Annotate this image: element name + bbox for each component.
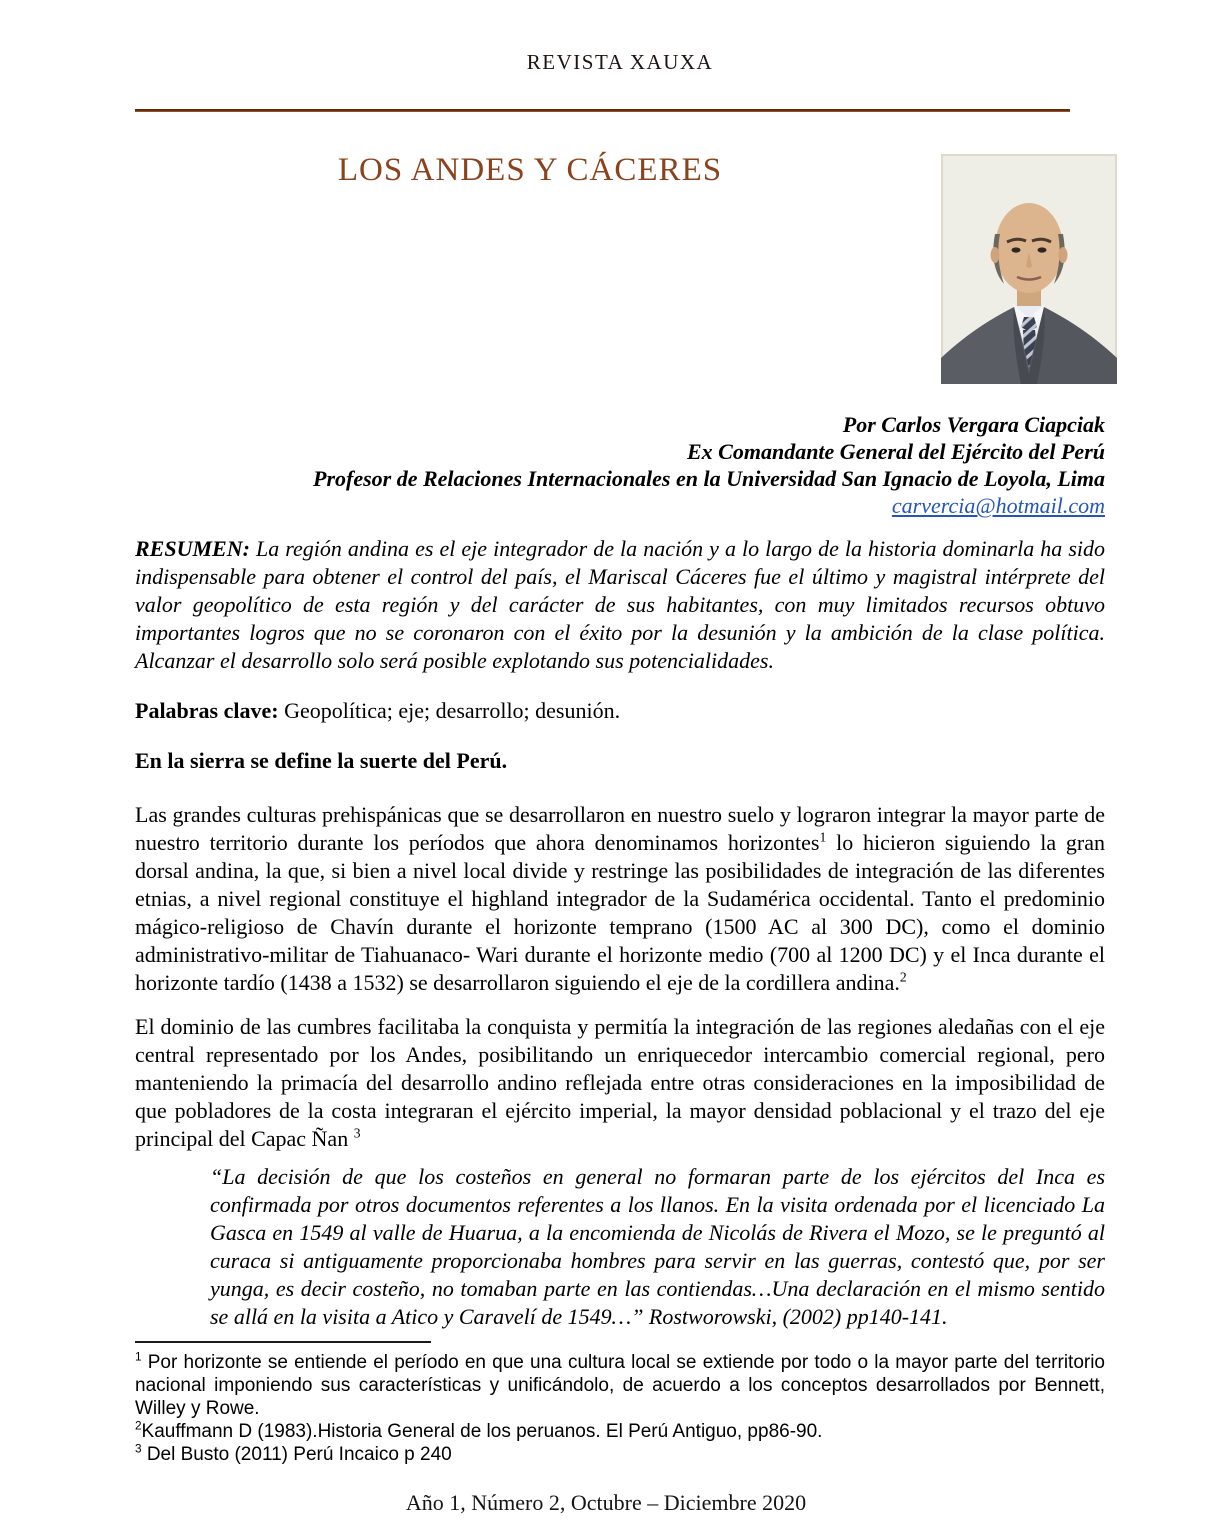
paragraph-2 xyxy=(135,1013,1105,1153)
abstract-text: La región andina es el eje integrador de la nación y a lo largo de la historia dominarla ha sido indispensable para obtener el control del país, el Mariscal Cáceres fue el último y magistral intérprete del valor geopolítico de esta región y del carácter de sus habitantes, con muy limitados recursos obtuvo importantes logros que no se coronaron con el éxito por la desunión y la ambición de la clase política. Alcanzar el desarrollo solo será posible explotando sus potencialidades. xyxy=(135,536,1105,673)
paragraph-2-text: El dominio de las cumbres facilitaba la conquista y permitía la integración de las regiones aledañas con el eje central representado por los Andes, posibilitando un enriquecedor intercambio comercial regional, pero manteniendo la primacía del desarrollo andino reflejada entre otras consideraciones en la imposibilidad de que pobladores de la costa integraran el ejército imperial, la mayor densidad poblacional y el trazo del eje principal del Capac Ñan xyxy=(135,1014,1105,1151)
paragraph-1-text-a: Las grandes culturas prehispánicas que se desarrollaron en nuestro suelo y lograron integrar la mayor parte de nuestro territorio durante los períodos que ahora denominamos horizontes xyxy=(135,802,1105,855)
author-role-1: Ex Comandante General del Ejército del Perú xyxy=(687,439,1105,464)
author-email-line xyxy=(135,492,1105,519)
section-heading: En la sierra se define la suerte del Perú. xyxy=(135,748,508,773)
keywords-label: Palabras clave: xyxy=(135,698,279,723)
footnote-2 xyxy=(135,1420,1105,1443)
abstract-label: RESUMEN: xyxy=(135,536,250,561)
author-byline: Por Carlos Vergara Ciapciak xyxy=(842,412,1105,437)
author-block xyxy=(135,411,1105,519)
paragraph-1-text-b: lo hicieron siguiendo la gran dorsal andina, la que, si bien a nivel local divide y restringe las posibilidades de integración de las diferentes etnias, a nivel regional constituye el highland integrador de la Sudamérica occidental. Tanto el predominio mágico-religioso de Chavín durante el horizonte temprano (1500 AC al 300 DC), como el dominio administrativo-militar de Tiahuanaco- Wari durante el horizonte medio (700 al 1200 DC) y el Inca durante el horizonte tardío (1438 a 1532) se desarrollaron siguiendo el eje de la cordillera andina. xyxy=(135,830,1105,995)
footnotes-section xyxy=(135,1351,1105,1466)
footnote-3-number: 3 xyxy=(135,1442,142,1456)
email-link[interactable]: carvercia@hotmail.com xyxy=(891,493,1105,518)
block-quote: “La decisión de que los costeños en general no formaran parte de los ejércitos del Inca es confirmada por otros documentos referentes a los llanos. En la visita ordenada por el licenciado La Gasca en 1549 al valle de Huarua, a la encomienda de Nicolás de Rivera el Mozo, se le preguntó al curaca si antiguamente proporcionaba hombres para servir en las guerras, contestó que, por ser yunga, es decir costeño, no tomaban parte en las contiendas…Una declaración en el mismo sentido se allá en la visita a Atico y Caravelí de 1549…” Rostworowski, (2002) pp140-141. xyxy=(210,1164,1105,1329)
header-divider-rule xyxy=(135,109,1070,112)
footnote-ref-1: 1 xyxy=(819,829,827,845)
footnote-2-text: Kauffmann D (1983).Historia General de los peruanos. El Perú Antiguo, pp86-90. xyxy=(141,1421,823,1442)
journal-title: REVISTA XAUXA xyxy=(526,50,714,74)
article-title: LOS ANDES Y CÁCERES xyxy=(337,152,723,188)
author-role-2: Profesor de Relaciones Internacionales en la Universidad San Ignacio de Loyola, Lima xyxy=(313,466,1105,491)
footnote-1-text: Por horizonte se entiende el período en que una cultura local se extiende por todo o la mayor parte del territorio nacional imponiendo sus características y unificándolo, de acuerdo a los conceptos desarrollados por Bennett, Willey y Rowe. xyxy=(135,1352,1105,1419)
footnote-ref-2: 2 xyxy=(899,969,907,985)
keywords-text: Geopolítica; eje; desarrollo; desunión. xyxy=(278,698,621,723)
paragraph-1 xyxy=(135,801,1105,997)
footnote-3-text: Del Busto (2011) Perú Incaico p 240 xyxy=(141,1444,452,1465)
footnote-1 xyxy=(135,1351,1105,1420)
footnote-separator xyxy=(135,1341,431,1343)
footnote-ref-3: 3 xyxy=(353,1125,361,1141)
keywords-line xyxy=(135,697,1105,725)
footnote-1-number: 1 xyxy=(135,1350,142,1364)
footnote-3 xyxy=(135,1443,1105,1466)
abstract-paragraph xyxy=(135,535,1105,675)
footnote-2-number: 2 xyxy=(135,1419,142,1433)
issue-footer: Año 1, Número 2, Octubre – Diciembre 2020 xyxy=(405,1490,807,1515)
author-photo xyxy=(941,154,1117,384)
